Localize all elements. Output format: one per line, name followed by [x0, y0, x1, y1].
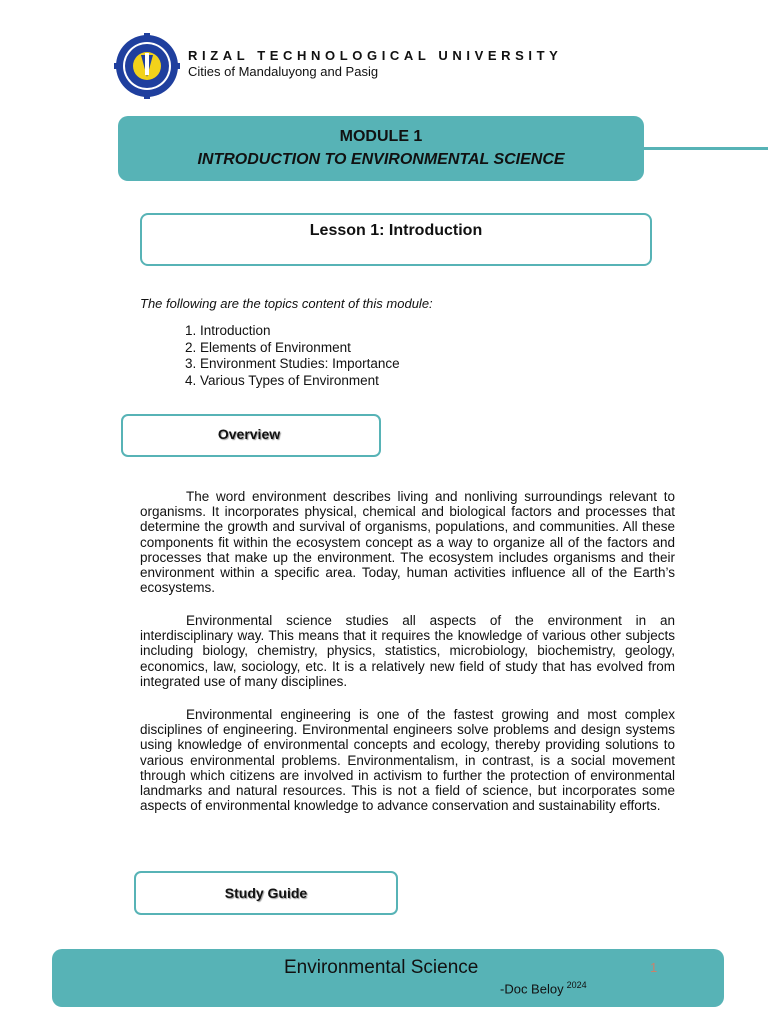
university-name: RIZAL TECHNOLOGICAL UNIVERSITY — [188, 48, 563, 63]
topic-item: 3. Environment Studies: Importance — [185, 356, 400, 371]
topic-item: 1. Introduction — [185, 323, 271, 338]
overview-paragraph: The word environment describes living and nonliving surroundings relevant to organisms. It incorporates physical, chemical and biological factors and processes that determine the growth and survival of organisms, populations, and communities. All these components fit within the ecosystem concept as a way to organize all of the factors and processes that make up the environment. The ecosystem includes organisms and their environment within a specific area. Today, human activities influence all of the Earth’s ecosystems. — [140, 489, 675, 596]
overview-label: Overview — [217, 425, 281, 442]
study-guide-box — [134, 871, 398, 915]
footer-author — [500, 980, 587, 996]
topics-intro: The following are the topics content of this module: — [140, 296, 433, 311]
page-number: 1 — [650, 960, 658, 975]
university-subtitle: Cities of Mandaluyong and Pasig — [188, 64, 379, 79]
topic-item: 4. Various Types of Environment — [185, 372, 379, 388]
overview-paragraph: Environmental science studies all aspects of the environment in an interdisciplinary way. This means that it requires the knowledge of various other subjects including biology, chemistry, physics, statistics, microbiology, biochemistry, geology, economics, law, sociology, etc. It is a relatively new field of study that has evolved from integrated use of many disciplines. — [140, 613, 675, 689]
module-banner-rule — [643, 147, 768, 150]
topic-item: 2. Elements of Environment — [185, 339, 351, 355]
author-name: -Doc Beloy — [500, 981, 564, 997]
footer-title: Environmental Science — [284, 957, 479, 978]
lesson-title: Lesson 1: Introduction — [309, 222, 483, 239]
module-title: INTRODUCTION TO ENVIRONMENTAL SCIENCE — [197, 150, 565, 168]
overview-box — [121, 414, 381, 457]
module-number: MODULE 1 — [339, 127, 423, 145]
university-logo — [114, 33, 180, 99]
topics-list — [185, 323, 400, 389]
module-banner — [118, 116, 644, 181]
overview-paragraph: Environmental engineering is one of the fastest growing and most complex disciplines of engineering. Environmental engineers solve problems and design systems using knowledge of environmental concepts and ecology, thereby providing solutions to various environmental problems. Environmentalism, in contrast, is a social movement through which citizens are involved in activism to further the protection of environmental landmarks and natural resources. This is not a field of science, but incorporates some aspects of environmental knowledge to advance conservation and sustainability efforts. — [140, 707, 675, 814]
study-guide-label: Study Guide — [224, 885, 308, 901]
author-year: 2024 — [566, 980, 587, 990]
